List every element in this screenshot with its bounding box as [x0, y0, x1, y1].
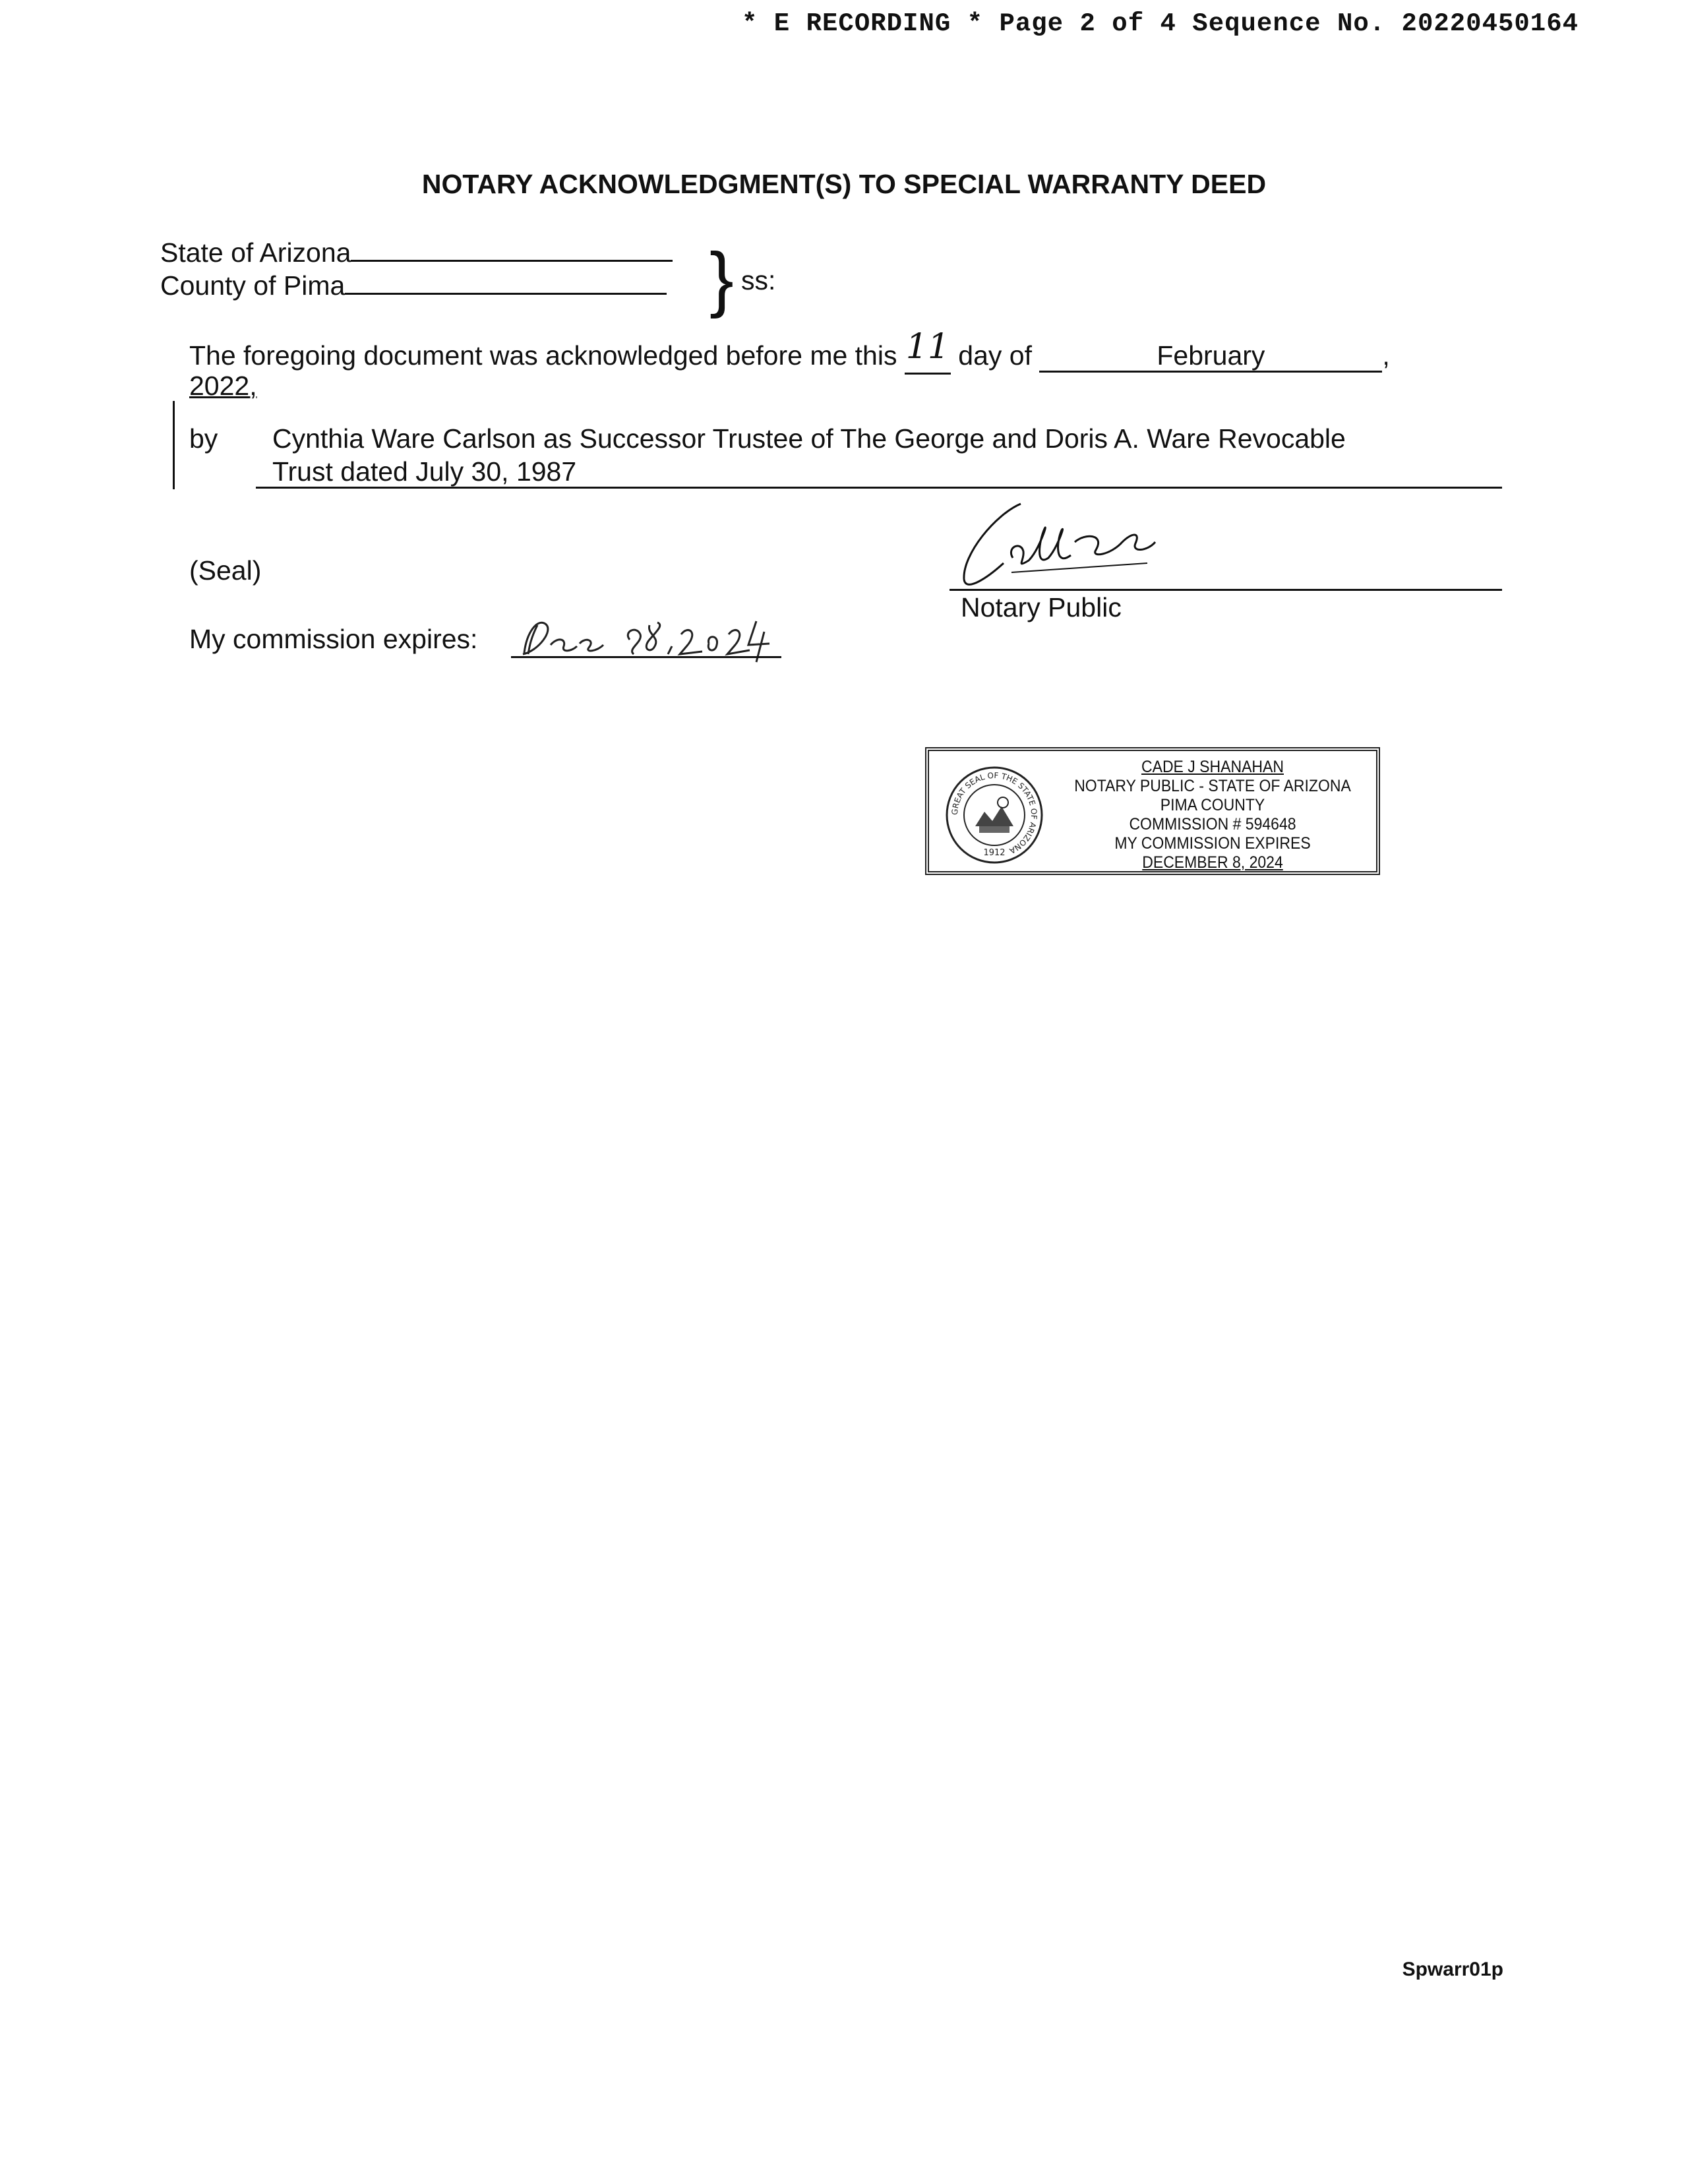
- venue-brace: }: [709, 238, 734, 319]
- commission-label: My commission expires:: [189, 624, 478, 654]
- day-value: 11: [905, 327, 950, 367]
- county-label: County of Pima: [160, 270, 346, 301]
- signature-line: [950, 589, 1502, 591]
- commission-underline: [511, 656, 781, 658]
- ack-lead-text: The foregoing document was acknowledged before me this: [189, 340, 897, 371]
- notary-public-label: Notary Public: [961, 592, 1122, 622]
- trustee-underline: [256, 487, 1502, 489]
- by-margin-bar: [173, 401, 175, 489]
- state-seal-icon: [945, 766, 1044, 864]
- stamp-county: PIMA COUNTY: [1160, 796, 1265, 814]
- notary-stamp: [925, 747, 1380, 875]
- by-label: by: [189, 423, 218, 454]
- state-label: State of Arizona: [160, 237, 351, 268]
- state-line: [160, 237, 673, 268]
- month-value: February: [1157, 340, 1265, 371]
- stamp-name: CADE J SHANAHAN: [1141, 758, 1284, 776]
- notary-signature: [950, 495, 1187, 597]
- acknowledgment-line: [189, 327, 1390, 375]
- state-blank: [351, 260, 673, 262]
- commission-handwriting: [511, 605, 788, 668]
- day-of-text: day of: [958, 340, 1032, 371]
- trustee-line-1: Cynthia Ware Carlson as Successor Trustee of The George and Doris A. Ware Revocable: [272, 423, 1346, 454]
- seal-ring-text: GREAT SEAL OF THE STATE OF ARIZONA: [950, 770, 1039, 856]
- notary-signature-icon: [950, 495, 1187, 593]
- county-blank: [345, 293, 667, 295]
- seal-year: 1912: [983, 848, 1006, 858]
- stamp-commission-number: COMMISSION # 594648: [1129, 815, 1296, 834]
- trailing-comma: ,: [1382, 340, 1390, 371]
- county-line: [160, 270, 667, 301]
- year-value: 2022,: [189, 371, 257, 401]
- arizona-seal: [945, 766, 1044, 864]
- month-field: [1039, 341, 1382, 373]
- seal-label: (Seal): [189, 555, 262, 586]
- stamp-expires-label: MY COMMISSION EXPIRES: [1114, 834, 1311, 853]
- form-code: Spwarr01p: [1402, 1958, 1503, 1980]
- stamp-expires-date: DECEMBER 8, 2024: [1142, 853, 1283, 872]
- day-field: [905, 327, 951, 375]
- document-title: NOTARY ACKNOWLEDGMENT(S) TO SPECIAL WARRANTY DEED: [421, 169, 1267, 199]
- stamp-text-block: [1067, 758, 1358, 872]
- trustee-line-2: Trust dated July 30, 1987: [272, 456, 577, 487]
- ss-label: ss:: [741, 265, 776, 295]
- stamp-title: NOTARY PUBLIC - STATE OF ARIZONA: [1074, 777, 1351, 795]
- recording-header: * E RECORDING * Page 2 of 4 Sequence No. 20220450164: [742, 9, 1579, 38]
- commission-line: [189, 624, 477, 655]
